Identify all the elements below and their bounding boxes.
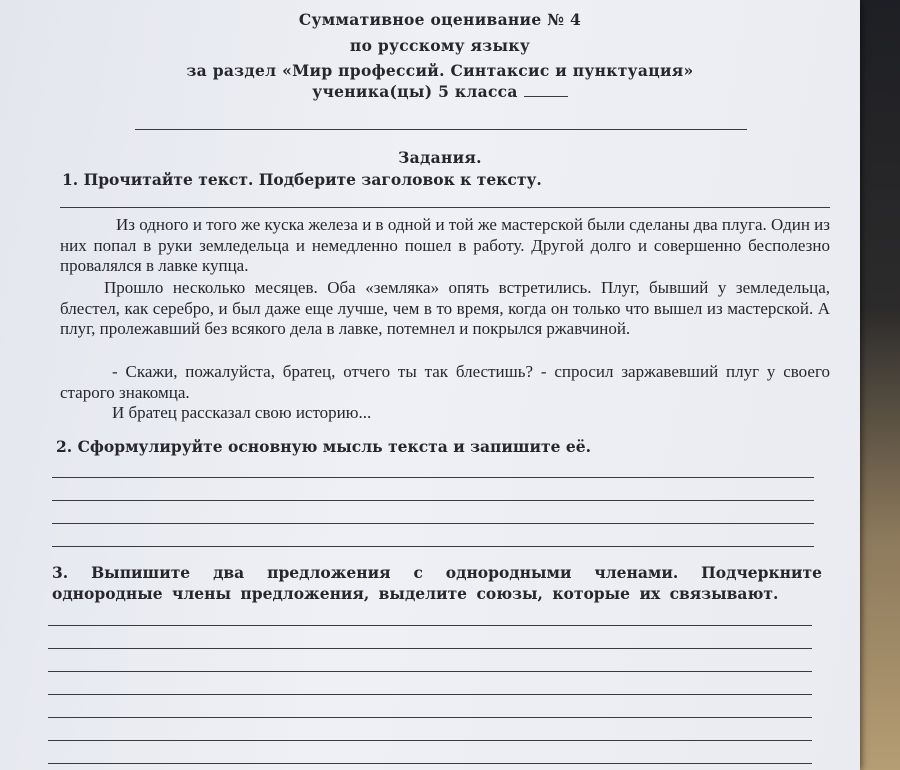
text-paragraph: Из одного и того же куска железа и в одной и той же мастерской были сделаны два плуга. Один из них попал в руки земледельца и немедленно пошел в работу. Другой долго и совершенно бесполезно провалялся в лавке купца. bbox=[60, 215, 830, 276]
answer-line[interactable] bbox=[48, 717, 812, 718]
header-student-label: ученика(цы) 5 класса bbox=[312, 82, 518, 101]
answer-line[interactable] bbox=[48, 763, 812, 764]
answer-line[interactable] bbox=[48, 694, 812, 695]
answer-line[interactable] bbox=[52, 477, 814, 478]
name-line[interactable] bbox=[135, 129, 747, 130]
answer-line[interactable] bbox=[48, 740, 812, 741]
text-paragraph: И братец рассказал свою историю... bbox=[112, 403, 372, 422]
text-paragraph: Прошло несколько месяцев. Оба «земляка» опять встретились. Плуг, бывший у земледельца, блестел, как серебро, и был даже еще лучше, чем в то время, когда он только что вышел из мастерской. А плуг, пролежавший без всякого дела в лавке, потемнел и покрылся ржавчиной. bbox=[60, 278, 830, 339]
header-section: за раздел «Мир профессий. Синтаксис и пунктуация» bbox=[186, 61, 694, 80]
answer-line[interactable] bbox=[52, 523, 814, 524]
task2-title: 2. Сформулируйте основную мысль текста и запишите её. bbox=[56, 437, 592, 456]
task1-answer-line[interactable] bbox=[60, 207, 830, 208]
answer-line[interactable] bbox=[52, 546, 814, 547]
task3-title: 3. Выпишите два предложения с однородными членами. Подчеркните однородные члены предложения, выделите союзы, которые их связывают. bbox=[52, 563, 822, 603]
answer-line[interactable] bbox=[48, 625, 812, 626]
header-subject: по русскому языку bbox=[349, 36, 531, 55]
grade-blank-line[interactable] bbox=[524, 95, 568, 97]
answer-line[interactable] bbox=[52, 500, 814, 501]
header-student bbox=[0, 82, 880, 101]
answer-line[interactable] bbox=[48, 671, 812, 672]
task1-title: 1. Прочитайте текст. Подберите заголовок к тексту. bbox=[62, 170, 542, 189]
header-title: Суммативное оценивание № 4 bbox=[298, 10, 582, 29]
text-paragraph: - Скажи, пожалуйста, братец, отчего ты так блестишь? - спросил заржавевший плуг у своего старого знакомца. bbox=[60, 362, 830, 402]
answer-line[interactable] bbox=[48, 648, 812, 649]
tasks-heading: Задания. bbox=[398, 148, 482, 167]
